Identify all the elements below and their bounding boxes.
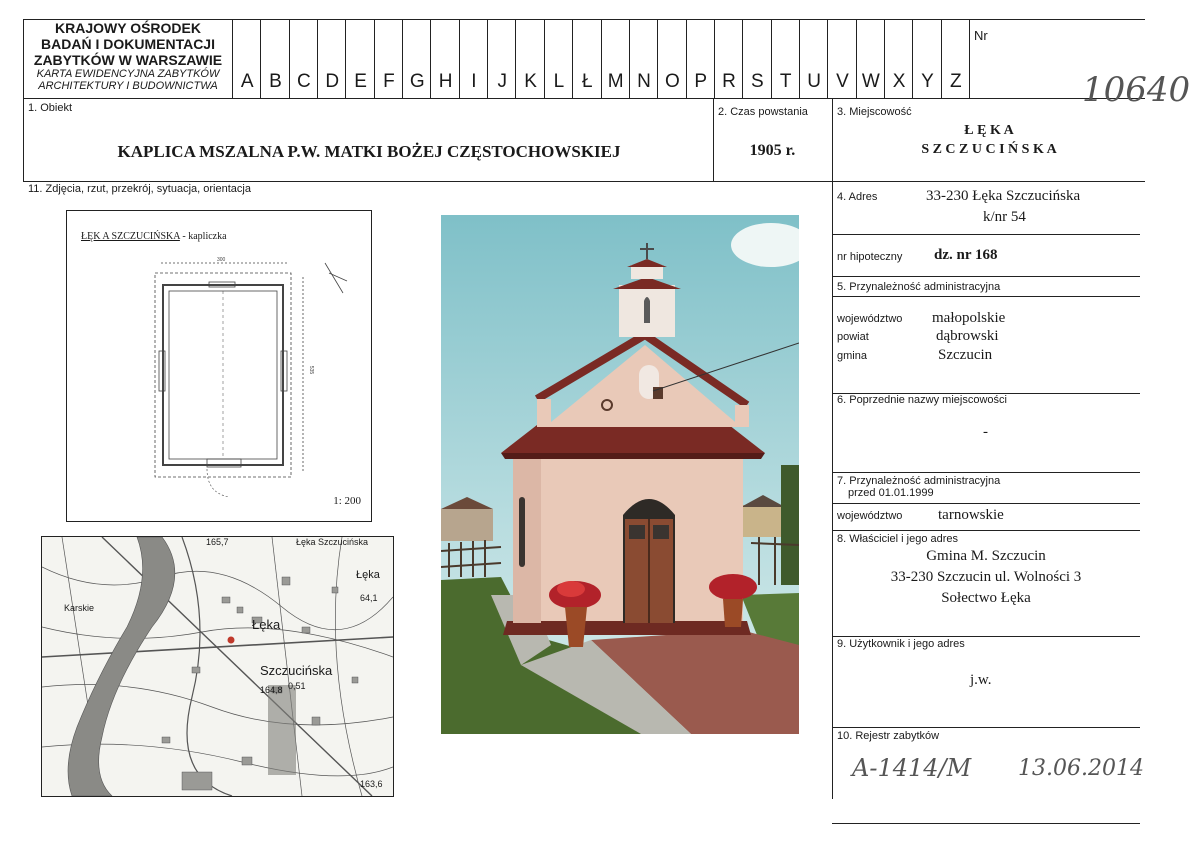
letter-label: F	[383, 71, 395, 92]
letter-cell	[515, 20, 544, 98]
letter-label: C	[296, 71, 311, 92]
letter-label: N	[637, 71, 651, 92]
owner-line-1: Gmina M. Szczucin	[926, 548, 1046, 564]
register-number: A-1414/M	[852, 754, 972, 782]
letter-label: B	[269, 71, 282, 92]
letter-label: J	[497, 71, 508, 92]
letter-cell	[459, 20, 488, 98]
locality-line-1: Ł Ę K A	[964, 123, 1014, 138]
letter-cell	[345, 20, 374, 98]
letter-label: L	[553, 71, 565, 92]
institution-line-3: ZABYTKÓW W WARSZAWIE	[33, 52, 223, 68]
letter-label: E	[354, 71, 367, 92]
institution-block	[24, 20, 232, 98]
owner-label: 8. Właściciel i jego adres	[837, 533, 959, 545]
admin-old-label-2: przed 01.01.1999	[848, 487, 934, 499]
map-karskie: Karskie	[64, 603, 95, 613]
owner-line-2: 33-230 Szczucin ul. Wolności 3	[890, 569, 1082, 585]
letter-cell	[374, 20, 403, 98]
admin-old-value: tarnowskie	[938, 507, 1004, 523]
admin-key-county: powiat	[837, 331, 869, 343]
letter-label: D	[325, 71, 340, 92]
map-place-top: Łęka Szczucińska	[296, 537, 369, 547]
letter-cell	[941, 20, 970, 98]
letter-label: R	[722, 71, 736, 92]
letter-label: Y	[921, 71, 934, 92]
letter-label: H	[438, 71, 453, 92]
letter-cell	[601, 20, 630, 98]
letter-label: I	[471, 71, 477, 92]
letter-cell	[487, 20, 516, 98]
admin-val-commune: Szczucin	[938, 347, 993, 363]
register-label: 10. Rejestr zabytków	[837, 730, 940, 742]
floor-plan	[66, 210, 372, 522]
admin-key-voivodeship: województwo	[837, 313, 903, 325]
letter-cell	[289, 20, 318, 98]
letter-cell	[799, 20, 828, 98]
mortgage-value: dz. nr 168	[934, 247, 998, 263]
letter-cell	[657, 20, 686, 98]
location-map	[41, 536, 394, 797]
institution-line-2: BADAŃ I DOKUMENTACJI	[41, 36, 215, 52]
map-elev-bottom: 163,6	[360, 779, 383, 789]
locality-label: 3. Miejscowość	[837, 106, 912, 118]
letter-cell	[572, 20, 601, 98]
letter-cell	[714, 20, 743, 98]
map-elev-right: 64,1	[360, 593, 378, 603]
map-szczucinska: Szczucińska	[260, 663, 333, 678]
admin-key-commune: gmina	[837, 350, 867, 362]
letter-label: A	[240, 71, 254, 92]
letter-label: W	[861, 71, 880, 92]
admin-val-county: dąbrowski	[936, 328, 999, 344]
letter-cell	[260, 20, 289, 98]
letter-cell	[232, 20, 261, 98]
letter-cell	[402, 20, 431, 98]
plan-scale: 1: 200	[333, 495, 361, 507]
object-name: KAPLICA MSZALNA P.W. MATKI BOŻEJ CZĘSTOCHOWSKIEJ	[117, 142, 621, 161]
plan-caption: ŁĘK A SZCZUCIŃSKA - kapliczka	[81, 231, 227, 242]
photos-label: 11. Zdjęcia, rzut, przekrój, sytuacja, orientacja	[28, 183, 251, 195]
map-elev-center: 164,8	[260, 685, 283, 695]
letter-label: T	[779, 71, 792, 92]
letter-cell	[430, 20, 459, 98]
date-value: 1905 r.	[749, 142, 796, 159]
letter-label: Z	[950, 71, 962, 92]
nr-value: 10640	[1082, 70, 1191, 110]
letter-cell	[742, 20, 771, 98]
letter-label: M	[607, 71, 624, 92]
letter-cell	[544, 20, 573, 98]
letter-cell	[686, 20, 715, 98]
owner-line-3: Sołectwo Łęka	[941, 590, 1031, 606]
letter-label: P	[694, 71, 708, 92]
letter-label: S	[751, 71, 764, 92]
admin-label: 5. Przynależność administracyjna	[837, 281, 1001, 293]
letter-cell	[912, 20, 941, 98]
letter-cell	[771, 20, 800, 98]
card-type-line-2: ARCHITEKTURY I BUDOWNICTWA	[38, 80, 218, 92]
admin-old-label: 7. Przynależność administracyjna	[837, 475, 1001, 487]
letter-label: O	[664, 71, 680, 92]
admin-val-voivodeship: małopolskie	[932, 310, 1006, 326]
admin-old-key: województwo	[837, 510, 903, 522]
letter-cell	[629, 20, 658, 98]
chapel-photo	[441, 215, 799, 734]
address-label: 4. Adres	[837, 191, 878, 203]
map-leka-center: Łęka	[252, 617, 281, 632]
user-label: 9. Użytkownik i jego adres	[837, 638, 965, 650]
address-line-2: k/nr 54	[983, 209, 1026, 225]
previous-names-label: 6. Poprzednie nazwy miejscowości	[837, 394, 1007, 406]
map-elev-small: 0,51	[288, 681, 306, 691]
letter-cell	[884, 20, 913, 98]
letter-cell	[856, 20, 885, 98]
plan-dim-width: 300	[217, 257, 226, 263]
date-label: 2. Czas powstania	[718, 106, 808, 118]
letter-label: X	[892, 71, 906, 92]
register-date: 13.06.2014	[1018, 756, 1144, 781]
letter-label: U	[807, 71, 821, 92]
address-line-1: 33-230 Łęka Szczucińska	[926, 188, 1081, 204]
letter-label: K	[524, 71, 537, 92]
chapel-photo-drawing	[441, 215, 799, 734]
nr-label: Nr	[974, 28, 988, 43]
letter-label: V	[836, 71, 849, 92]
map-drawing	[42, 537, 393, 796]
previous-names-value: -	[983, 424, 988, 440]
mortgage-label: nr hipoteczny	[837, 251, 903, 263]
map-leka-right: Łęka	[356, 569, 380, 581]
object-label: 1. Obiekt	[28, 102, 73, 114]
card-type-line-1: KARTA EWIDENCYJNA ZABYTKÓW	[36, 68, 220, 80]
letter-cell	[317, 20, 346, 98]
locality-line-2: S Z C Z U C I Ń S K A	[921, 142, 1057, 157]
letter-cell	[827, 20, 856, 98]
map-elev-top: 165,7	[206, 537, 229, 547]
institution-line-1: KRAJOWY OŚRODEK	[55, 20, 201, 36]
letter-label: Ł	[582, 71, 593, 92]
letter-label: G	[409, 71, 425, 92]
plan-dim-height: 535	[308, 365, 315, 375]
user-value: j.w.	[970, 672, 992, 688]
